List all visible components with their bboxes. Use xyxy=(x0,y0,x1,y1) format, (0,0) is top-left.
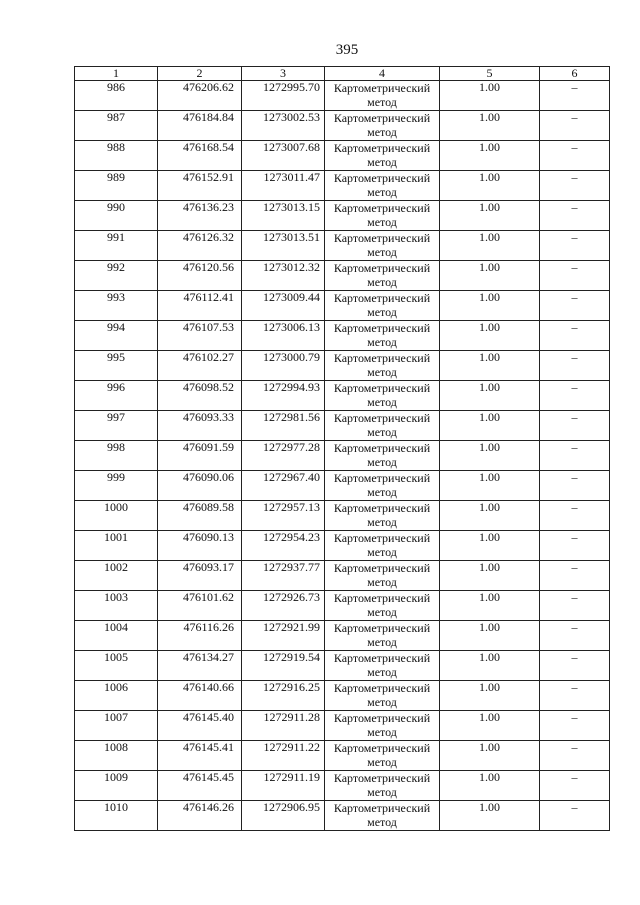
cell-point-number: 1004 xyxy=(75,621,158,651)
column-header-4: 4 xyxy=(325,67,440,81)
cell-method: Картометрический метод xyxy=(325,291,440,321)
cell-accuracy: 1.00 xyxy=(440,441,540,471)
cell-description: – xyxy=(540,681,610,711)
cell-point-number: 1007 xyxy=(75,711,158,741)
cell-x-coordinate: 476093.33 xyxy=(158,411,242,441)
cell-accuracy: 1.00 xyxy=(440,741,540,771)
cell-y-coordinate: 1272967.40 xyxy=(242,471,325,501)
cell-x-coordinate: 476126.32 xyxy=(158,231,242,261)
cell-accuracy: 1.00 xyxy=(440,111,540,141)
cell-y-coordinate: 1273000.79 xyxy=(242,351,325,381)
table-row xyxy=(75,231,610,261)
cell-method: Картометрический метод xyxy=(325,681,440,711)
cell-point-number: 998 xyxy=(75,441,158,471)
cell-y-coordinate: 1272916.25 xyxy=(242,681,325,711)
cell-point-number: 1003 xyxy=(75,591,158,621)
cell-point-number: 1009 xyxy=(75,771,158,801)
table-row xyxy=(75,681,610,711)
cell-method: Картометрический метод xyxy=(325,201,440,231)
cell-y-coordinate: 1272977.28 xyxy=(242,441,325,471)
cell-method: Картометрический метод xyxy=(325,621,440,651)
cell-x-coordinate: 476116.26 xyxy=(158,621,242,651)
cell-description: – xyxy=(540,591,610,621)
cell-x-coordinate: 476091.59 xyxy=(158,441,242,471)
cell-method: Картометрический метод xyxy=(325,501,440,531)
cell-accuracy: 1.00 xyxy=(440,591,540,621)
cell-x-coordinate: 476093.17 xyxy=(158,561,242,591)
cell-point-number: 1000 xyxy=(75,501,158,531)
cell-method: Картометрический метод xyxy=(325,741,440,771)
cell-point-number: 989 xyxy=(75,171,158,201)
cell-point-number: 1008 xyxy=(75,741,158,771)
cell-accuracy: 1.00 xyxy=(440,201,540,231)
cell-y-coordinate: 1272911.19 xyxy=(242,771,325,801)
cell-description: – xyxy=(540,441,610,471)
cell-y-coordinate: 1272994.93 xyxy=(242,381,325,411)
cell-description: – xyxy=(540,381,610,411)
cell-y-coordinate: 1273012.32 xyxy=(242,261,325,291)
cell-point-number: 986 xyxy=(75,81,158,111)
cell-y-coordinate: 1272906.95 xyxy=(242,801,325,831)
table-row xyxy=(75,171,610,201)
table-row xyxy=(75,291,610,321)
table-row xyxy=(75,381,610,411)
cell-description: – xyxy=(540,741,610,771)
table-row xyxy=(75,441,610,471)
cell-x-coordinate: 476145.45 xyxy=(158,771,242,801)
table-row xyxy=(75,141,610,171)
cell-method: Картометрический метод xyxy=(325,111,440,141)
cell-point-number: 997 xyxy=(75,411,158,441)
cell-accuracy: 1.00 xyxy=(440,351,540,381)
table-row xyxy=(75,411,610,441)
cell-y-coordinate: 1272911.22 xyxy=(242,741,325,771)
page-number: 395 xyxy=(335,42,359,58)
cell-method: Картометрический метод xyxy=(325,171,440,201)
table-row xyxy=(75,201,610,231)
cell-y-coordinate: 1272937.77 xyxy=(242,561,325,591)
cell-point-number: 1006 xyxy=(75,681,158,711)
cell-accuracy: 1.00 xyxy=(440,531,540,561)
cell-x-coordinate: 476107.53 xyxy=(158,321,242,351)
cell-method: Картометрический метод xyxy=(325,441,440,471)
cell-y-coordinate: 1272921.99 xyxy=(242,621,325,651)
table-row xyxy=(75,801,610,831)
cell-description: – xyxy=(540,171,610,201)
cell-accuracy: 1.00 xyxy=(440,651,540,681)
cell-x-coordinate: 476112.41 xyxy=(158,291,242,321)
cell-description: – xyxy=(540,111,610,141)
cell-description: – xyxy=(540,291,610,321)
cell-x-coordinate: 476145.41 xyxy=(158,741,242,771)
cell-accuracy: 1.00 xyxy=(440,411,540,441)
cell-x-coordinate: 476090.13 xyxy=(158,531,242,561)
cell-x-coordinate: 476134.27 xyxy=(158,651,242,681)
cell-accuracy: 1.00 xyxy=(440,711,540,741)
cell-method: Картометрический метод xyxy=(325,351,440,381)
cell-accuracy: 1.00 xyxy=(440,261,540,291)
cell-y-coordinate: 1272954.23 xyxy=(242,531,325,561)
cell-y-coordinate: 1272995.70 xyxy=(242,81,325,111)
cell-method: Картометрический метод xyxy=(325,531,440,561)
cell-accuracy: 1.00 xyxy=(440,561,540,591)
cell-point-number: 990 xyxy=(75,201,158,231)
table-row xyxy=(75,621,610,651)
cell-description: – xyxy=(540,651,610,681)
cell-description: – xyxy=(540,411,610,441)
cell-accuracy: 1.00 xyxy=(440,231,540,261)
cell-x-coordinate: 476140.66 xyxy=(158,681,242,711)
cell-x-coordinate: 476206.62 xyxy=(158,81,242,111)
column-header-2: 2 xyxy=(158,67,242,81)
cell-description: – xyxy=(540,351,610,381)
cell-x-coordinate: 476101.62 xyxy=(158,591,242,621)
cell-point-number: 1002 xyxy=(75,561,158,591)
cell-accuracy: 1.00 xyxy=(440,471,540,501)
table-row xyxy=(75,591,610,621)
cell-method: Картометрический метод xyxy=(325,381,440,411)
column-header-6: 6 xyxy=(540,67,610,81)
cell-point-number: 988 xyxy=(75,141,158,171)
cell-y-coordinate: 1272926.73 xyxy=(242,591,325,621)
table-row xyxy=(75,561,610,591)
cell-accuracy: 1.00 xyxy=(440,501,540,531)
cell-description: – xyxy=(540,621,610,651)
table-row xyxy=(75,351,610,381)
cell-y-coordinate: 1272911.28 xyxy=(242,711,325,741)
table-header-row xyxy=(75,67,610,81)
cell-y-coordinate: 1273006.13 xyxy=(242,321,325,351)
cell-method: Картометрический метод xyxy=(325,801,440,831)
cell-description: – xyxy=(540,261,610,291)
cell-description: – xyxy=(540,321,610,351)
table-row xyxy=(75,111,610,141)
cell-method: Картометрический метод xyxy=(325,711,440,741)
cell-point-number: 995 xyxy=(75,351,158,381)
cell-method: Картометрический метод xyxy=(325,141,440,171)
cell-point-number: 1005 xyxy=(75,651,158,681)
table-row xyxy=(75,711,610,741)
cell-point-number: 992 xyxy=(75,261,158,291)
cell-point-number: 991 xyxy=(75,231,158,261)
cell-point-number: 999 xyxy=(75,471,158,501)
cell-x-coordinate: 476152.91 xyxy=(158,171,242,201)
table-row xyxy=(75,531,610,561)
cell-x-coordinate: 476102.27 xyxy=(158,351,242,381)
cell-y-coordinate: 1273013.51 xyxy=(242,231,325,261)
cell-x-coordinate: 476168.54 xyxy=(158,141,242,171)
cell-accuracy: 1.00 xyxy=(440,321,540,351)
cell-method: Картометрический метод xyxy=(325,651,440,681)
cell-point-number: 987 xyxy=(75,111,158,141)
cell-method: Картометрический метод xyxy=(325,231,440,261)
cell-point-number: 1010 xyxy=(75,801,158,831)
table-row xyxy=(75,651,610,681)
table-row xyxy=(75,471,610,501)
cell-x-coordinate: 476146.26 xyxy=(158,801,242,831)
cell-accuracy: 1.00 xyxy=(440,291,540,321)
cell-y-coordinate: 1272957.13 xyxy=(242,501,325,531)
cell-accuracy: 1.00 xyxy=(440,171,540,201)
table-body xyxy=(75,81,610,831)
table-row xyxy=(75,501,610,531)
cell-accuracy: 1.00 xyxy=(440,771,540,801)
cell-description: – xyxy=(540,201,610,231)
cell-y-coordinate: 1272919.54 xyxy=(242,651,325,681)
cell-method: Картометрический метод xyxy=(325,561,440,591)
cell-method: Картометрический метод xyxy=(325,81,440,111)
cell-x-coordinate: 476090.06 xyxy=(158,471,242,501)
cell-point-number: 994 xyxy=(75,321,158,351)
cell-method: Картометрический метод xyxy=(325,261,440,291)
cell-method: Картометрический метод xyxy=(325,591,440,621)
table-row xyxy=(75,741,610,771)
cell-point-number: 996 xyxy=(75,381,158,411)
table-row xyxy=(75,261,610,291)
cell-x-coordinate: 476120.56 xyxy=(158,261,242,291)
cell-description: – xyxy=(540,501,610,531)
cell-x-coordinate: 476184.84 xyxy=(158,111,242,141)
table-row xyxy=(75,321,610,351)
cell-description: – xyxy=(540,711,610,741)
cell-method: Картометрический метод xyxy=(325,411,440,441)
cell-y-coordinate: 1273011.47 xyxy=(242,171,325,201)
cell-y-coordinate: 1273013.15 xyxy=(242,201,325,231)
cell-accuracy: 1.00 xyxy=(440,381,540,411)
cell-description: – xyxy=(540,771,610,801)
cell-method: Картометрический метод xyxy=(325,771,440,801)
cell-y-coordinate: 1272981.56 xyxy=(242,411,325,441)
cell-method: Картометрический метод xyxy=(325,471,440,501)
cell-description: – xyxy=(540,81,610,111)
table-row xyxy=(75,81,610,111)
cell-y-coordinate: 1273002.53 xyxy=(242,111,325,141)
cell-x-coordinate: 476145.40 xyxy=(158,711,242,741)
cell-accuracy: 1.00 xyxy=(440,801,540,831)
cell-x-coordinate: 476136.23 xyxy=(158,201,242,231)
cell-description: – xyxy=(540,231,610,261)
cell-point-number: 1001 xyxy=(75,531,158,561)
column-header-1: 1 xyxy=(75,67,158,81)
cell-x-coordinate: 476089.58 xyxy=(158,501,242,531)
cell-accuracy: 1.00 xyxy=(440,621,540,651)
column-header-3: 3 xyxy=(242,67,325,81)
cell-description: – xyxy=(540,531,610,561)
coordinates-table xyxy=(74,66,610,831)
cell-y-coordinate: 1273007.68 xyxy=(242,141,325,171)
cell-accuracy: 1.00 xyxy=(440,81,540,111)
cell-accuracy: 1.00 xyxy=(440,141,540,171)
cell-x-coordinate: 476098.52 xyxy=(158,381,242,411)
cell-point-number: 993 xyxy=(75,291,158,321)
table-row xyxy=(75,771,610,801)
cell-y-coordinate: 1273009.44 xyxy=(242,291,325,321)
cell-description: – xyxy=(540,471,610,501)
cell-accuracy: 1.00 xyxy=(440,681,540,711)
cell-description: – xyxy=(540,141,610,171)
cell-description: – xyxy=(540,561,610,591)
cell-description: – xyxy=(540,801,610,831)
cell-method: Картометрический метод xyxy=(325,321,440,351)
column-header-5: 5 xyxy=(440,67,540,81)
